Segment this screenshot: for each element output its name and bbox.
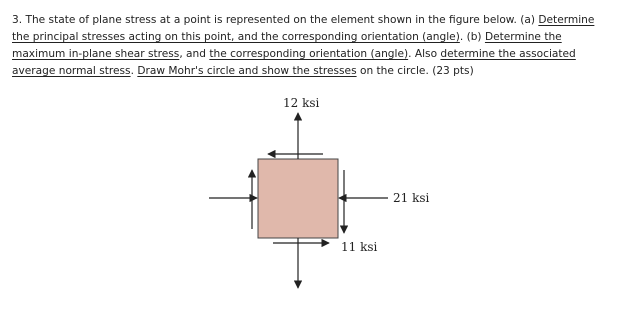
- task-a-link: Determine the principal stresses acting on this point, and the corresponding orientation (angle): [12, 14, 595, 43]
- problem-text-points: on the circle. (23 pts): [356, 65, 474, 77]
- stress-element-square: [258, 159, 338, 238]
- problem-text-and: , and: [179, 48, 210, 60]
- problem-text-also: . Also: [408, 48, 441, 60]
- problem-text-intro: 3. The state of plane stress at a point is represented on the element shown in the figure below. (a): [12, 14, 539, 26]
- shear-stress-label: 11 ksi: [341, 240, 378, 254]
- horizontal-stress-label: 21 ksi: [393, 191, 430, 205]
- task-mohr-circle-link: Draw Mohr's circle and show the stresses: [137, 65, 357, 77]
- task-normal-stress-link: determine the associated average normal stress: [12, 48, 576, 77]
- problem-text-part-b: . (b): [459, 31, 485, 43]
- problem-text-period: .: [130, 65, 138, 77]
- vertical-stress-label: 12 ksi: [283, 96, 320, 110]
- task-b-angle-link: the corresponding orientation (angle): [209, 48, 409, 60]
- task-b-shear-link: Determine the maximum in-plane shear stress: [12, 31, 562, 60]
